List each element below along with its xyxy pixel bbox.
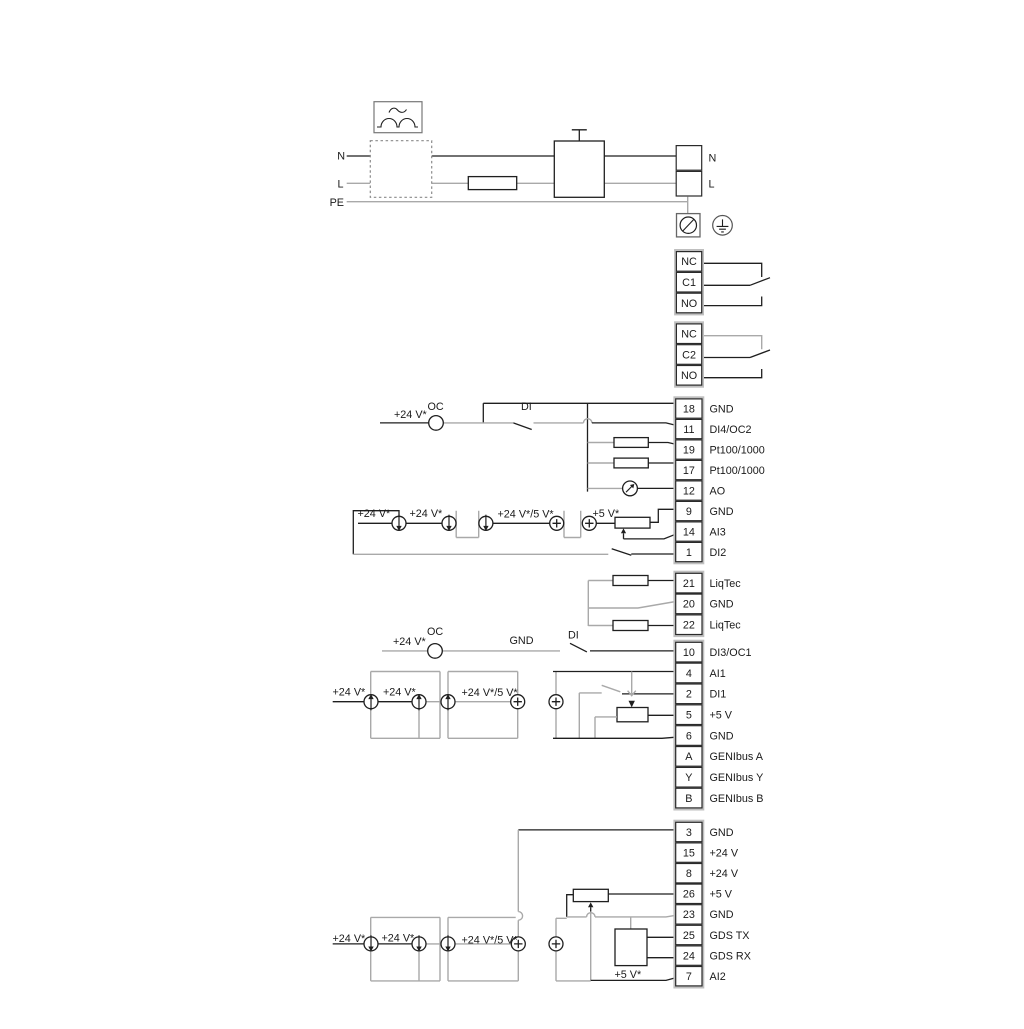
terminal-number: 20 — [682, 598, 695, 611]
label-24v5v-top: +24 V*/5 V* — [497, 508, 554, 521]
terminal-label: LiqTec — [709, 619, 741, 632]
pt100-resistor-1 — [614, 438, 648, 448]
terminal-label: AI3 — [709, 526, 726, 539]
source-symbol-down-icon — [364, 935, 378, 951]
label-di-row11: DI — [521, 400, 532, 413]
terminal-number: 10 — [682, 646, 695, 659]
terminal-number: B — [685, 792, 693, 805]
open-collector-symbol — [429, 416, 444, 431]
terminal-label: Pt100/1000 — [709, 444, 765, 457]
relay2-contact — [702, 350, 770, 378]
terminal-label: AO — [709, 485, 726, 498]
power-terminal-terminal-N — [676, 146, 702, 171]
terminal-number: C2 — [682, 349, 696, 362]
power-section — [347, 102, 733, 237]
terminal-label: DI3/OC1 — [709, 646, 752, 659]
terminal-strips — [673, 146, 764, 989]
label-oc-row10: OC — [427, 626, 444, 638]
pt100-sensors — [588, 438, 676, 468]
ai1-group-wiring — [333, 672, 676, 739]
label-oc-row11: OC — [427, 400, 444, 413]
source-symbol-down-icon — [442, 515, 456, 531]
label-24v-mid-b: +24 V* — [383, 686, 416, 699]
mains-switch-box — [554, 141, 604, 197]
open-collector-symbol — [428, 644, 443, 659]
terminal-number: 23 — [682, 909, 695, 922]
potentiometer-ai2 — [573, 889, 608, 901]
terminal-number: C1 — [682, 277, 696, 289]
terminal-label: DI2 — [709, 546, 727, 559]
terminal-label: GENIbus A — [709, 751, 763, 764]
terminal-label: Pt100/1000 — [709, 464, 765, 477]
terminal-label: +5 V — [709, 709, 733, 722]
ai2-group-wiring — [333, 830, 676, 981]
pt100-resistor-2 — [614, 458, 648, 468]
label-5v-top: +5 V* — [592, 508, 620, 521]
liqtec-sensor-1 — [613, 576, 648, 586]
terminal-label: +24 V — [709, 847, 739, 860]
label-24v5v-mid: +24 V*/5 V* — [461, 686, 518, 699]
label-24v-top-a: +24 V* — [357, 508, 391, 521]
terminal-number: 7 — [685, 971, 692, 983]
terminal-number: 18 — [682, 403, 695, 416]
terminal-number: 25 — [682, 929, 695, 942]
terminal-number: 1 — [685, 546, 692, 559]
terminal-number: Y — [685, 772, 693, 785]
source-symbol-down-icon — [479, 515, 493, 531]
terminal-label: GND — [709, 730, 734, 743]
label-24v-bot-a: +24 V* — [332, 932, 366, 945]
terminal-number: 6 — [685, 730, 692, 743]
label-5v-bot: +5 V* — [614, 968, 642, 981]
terminal-label: GND — [709, 505, 734, 518]
potentiometer-ai1 — [617, 708, 648, 722]
terminal-number: A — [685, 751, 693, 764]
label-24v-mid-a: +24 V* — [332, 686, 366, 699]
liqtec-sensor-2 — [613, 621, 648, 631]
terminal-number: NO — [680, 297, 698, 310]
source-symbol-plus-icon — [549, 937, 563, 951]
terminal-label: +24 V — [709, 868, 739, 880]
terminal-label: +5 V — [709, 888, 733, 901]
label-di-row10: DI — [568, 629, 579, 642]
terminal-number: 5 — [685, 709, 692, 722]
terminal-number: 4 — [685, 667, 692, 680]
source-symbol-down-icon — [441, 935, 455, 951]
terminal-number: 3 — [685, 826, 692, 839]
label-24v-bot-b: +24 V* — [381, 932, 415, 945]
wire-labels — [330, 151, 642, 981]
earth-ground-icon — [713, 216, 733, 236]
label-gnd-row10: GND — [509, 635, 534, 647]
label-24v-row11: +24 V* — [394, 408, 427, 421]
terminal-number: 19 — [682, 444, 695, 457]
relay-contact-wiring — [702, 263, 770, 377]
voltage-source-symbols — [364, 515, 596, 952]
pe-wire — [347, 197, 688, 214]
terminal-label: L — [708, 178, 715, 191]
source-symbol-up-icon — [441, 694, 455, 710]
terminal-label: GDS RX — [709, 950, 751, 963]
source-symbol-down-icon — [392, 515, 406, 531]
ao-meter — [588, 481, 676, 496]
terminal-label: LiqTec — [709, 577, 741, 590]
terminal-label: N — [708, 152, 717, 165]
terminal-number: 17 — [682, 464, 695, 477]
terminal-number: 26 — [682, 888, 695, 901]
terminal-number: NC — [681, 328, 697, 341]
terminal-number: 24 — [682, 950, 695, 963]
terminal-number: 21 — [682, 577, 695, 590]
relay1-contact — [702, 263, 770, 305]
terminal-label: GND — [709, 403, 734, 416]
terminal-number: 9 — [685, 505, 692, 518]
terminal-label: GND — [709, 909, 734, 922]
filter-box-dashed — [370, 141, 431, 198]
terminal-number: 12 — [682, 485, 695, 498]
label-24v-top-b: +24 V* — [409, 508, 443, 521]
terminal-label: AI1 — [709, 667, 726, 680]
terminal-label: GENIbus B — [709, 792, 764, 805]
fuse-symbol — [468, 177, 516, 190]
terminal-number: NC — [681, 256, 697, 269]
label-l-left: L — [337, 178, 344, 191]
terminal-label: DI1 — [709, 688, 727, 701]
terminal-number: 8 — [685, 868, 692, 880]
terminal-label: GENIbus Y — [709, 772, 764, 785]
label-n-left: N — [337, 150, 345, 163]
terminal-label: GDS TX — [709, 929, 750, 942]
terminal-label: DI4/OC2 — [709, 423, 752, 436]
relay2-nc-wire — [702, 336, 762, 350]
gds-sensor-box — [615, 929, 647, 966]
terminal-number: 14 — [682, 526, 695, 539]
label-24v5v-bot: +24 V*/5 V* — [461, 934, 518, 947]
terminal-number: NO — [680, 370, 698, 383]
label-pe: PE — [329, 196, 344, 209]
terminal-number: 11 — [683, 423, 695, 436]
liqtec-wiring — [588, 576, 675, 631]
source-symbol-plus-icon — [549, 695, 563, 709]
potentiometer-ai3 — [615, 517, 650, 528]
terminal-label: AI2 — [709, 971, 726, 983]
terminal-number: 15 — [682, 847, 695, 860]
terminal-label: GND — [709, 826, 734, 839]
terminal-label: GND — [709, 598, 734, 611]
source-symbol-up-icon — [364, 694, 378, 710]
label-24v-row10: +24 V* — [393, 636, 426, 648]
ac-supply-box — [374, 102, 422, 133]
terminal-number: 22 — [682, 619, 695, 632]
power-terminal-terminal-L — [676, 171, 702, 196]
terminal-number: 2 — [685, 688, 692, 701]
